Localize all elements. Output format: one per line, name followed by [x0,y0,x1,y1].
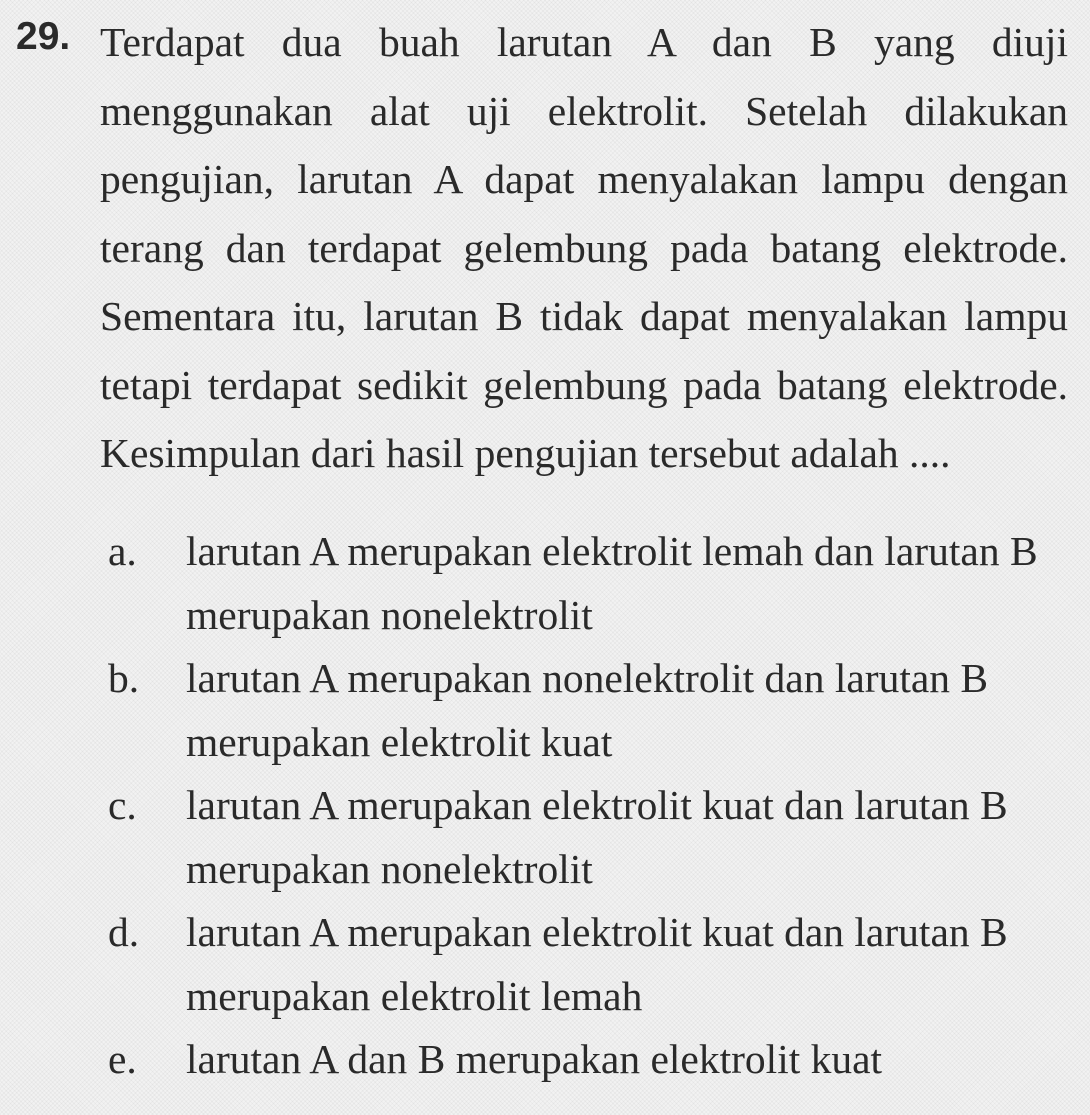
option-text: larutan A merupakan elektrolit lemah dan larutan B merupakan nonelektrolit [186,528,1038,638]
option-e[interactable] [100,1028,1068,1092]
question-stem: Terdapat dua buah larutan A dan B yang diuji menggunakan alat uji elektrolit. Setelah dilakukan pengujian, larutan A dapat menyalakan lampu dengan terang dan terdapat gelembung pada batang elektrode. Sementara itu, larutan B tidak dapat menyalakan lampu tetapi terdapat sedikit gelembung pada batang elektrode. Kesimpulan dari hasil pengujian tersebut adalah .... [100,19,1068,476]
option-letter: c. [108,782,137,828]
option-text: larutan A dan B merupakan elektrolit kuat [186,1036,883,1082]
option-a[interactable] [100,520,1068,647]
answer-options [100,520,1068,1092]
option-d[interactable] [100,901,1068,1028]
option-text: larutan A merupakan elektrolit kuat dan larutan B merupakan elektrolit lemah [186,909,1008,1019]
question-number: 29. [16,15,71,58]
option-text: larutan A merupakan nonelektrolit dan larutan B merupakan elektrolit kuat [186,655,989,765]
option-letter: a. [108,528,137,574]
option-c[interactable] [100,774,1068,901]
option-letter: b. [108,655,140,701]
option-b[interactable] [100,647,1068,774]
option-letter: d. [108,909,140,955]
option-text: larutan A merupakan elektrolit kuat dan larutan B merupakan nonelektrolit [186,782,1008,892]
option-letter: e. [108,1036,137,1082]
